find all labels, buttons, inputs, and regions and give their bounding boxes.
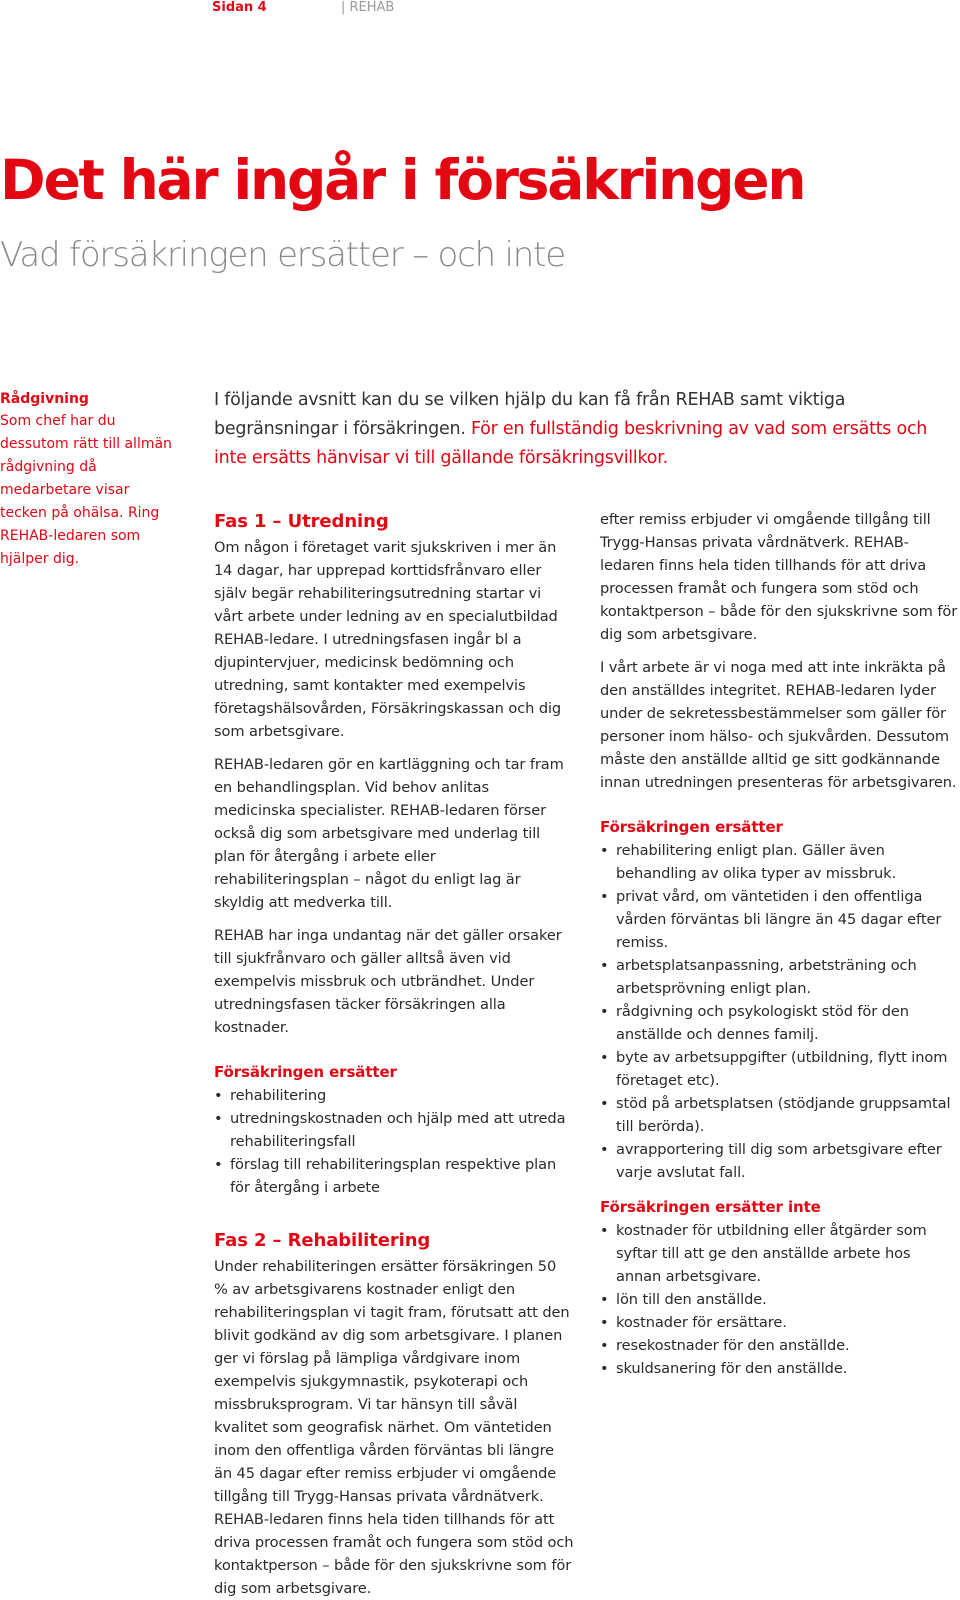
fas1-paragraph: Om någon i företaget varit sjukskriven i mer än 14 dagar, har upprepad korttidsfrånvaro eller själv begär rehabiliteringsutredning startar vi vårt arbete under ledning av en specialutbildad REHAB-ledare. I utredningsfasen ingår bl a djupintervjuer, medicinsk bedömning och utredning, samt kontakter med exempelvis företagshälsovården, Försäkringskassan och dig som arbetsgivare. — [214, 539, 562, 740]
list-item: • förslag till rehabiliteringsplan respektive plan för återgång i arbete — [214, 1153, 574, 1199]
list-item: • avrapportering till dig som arbetsgivare efter varje avslutat fall. — [600, 1138, 960, 1184]
list-item: • skuldsanering för den anställde. — [600, 1357, 960, 1380]
list-item: • stöd på arbetsplatsen (stödjande gruppsamtal till berörda). — [600, 1092, 960, 1138]
fas2-covered-heading: Försäkringen ersätter — [600, 818, 783, 836]
fas2-heading: Fas 2 – Rehabilitering — [214, 1230, 431, 1251]
list-item: • rehabilitering enligt plan. Gäller även behandling av olika typer av missbruk. — [600, 839, 960, 885]
fas2-paragraph-continued: efter remiss erbjuder vi omgående tillgång till Trygg-Hansas privata vårdnätverk. REHAB-ledaren finns hela tiden tillhands för att driva processen framåt och fungera som stöd och kontaktperson – både för den sjukskrivne som för dig som arbetsgivare. — [600, 511, 958, 643]
fas2-covered-list — [600, 839, 960, 1184]
intro-text — [214, 386, 954, 473]
fas1-heading: Fas 1 – Utredning — [214, 511, 389, 532]
section-label: | REHAB — [341, 0, 395, 15]
list-item: • rådgivning och psykologiskt stöd för den anställde och dennes familj. — [600, 1000, 960, 1046]
sidebar-heading: Rådgivning — [0, 391, 89, 407]
list-item: • byte av arbetsuppgifter (utbildning, flytt inom företaget etc). — [600, 1046, 960, 1092]
page-number-label: Sidan 4 — [212, 0, 267, 15]
intro-text-part2: För en fullständig beskrivning av vad som ersätts och inte ersätts hänvisar vi till gällande försäkringsvillkor. — [214, 419, 928, 468]
fas1-covered-heading: Försäkringen ersätter — [214, 1063, 397, 1081]
fas2-paragraph: I vårt arbete är vi noga med att inte inkräkta på den anställdes integritet. REHAB-ledaren lyder under de sekretessbestämmelser som gäller för personer inom hälso- och sjukvården. Dessutom måste den anställde alltid ge sitt godkännande innan utredningen presenteras för arbetsgivaren. — [600, 659, 957, 791]
list-item: • arbetsplatsanpassning, arbetsträning och arbetsprövning enligt plan. — [600, 954, 960, 1000]
column-right — [600, 508, 960, 1390]
list-item: • rehabilitering — [214, 1084, 574, 1107]
page-subtitle: Vad försäkringen ersätter – och inte — [0, 235, 565, 275]
fas2-not-covered-heading: Försäkringen ersätter inte — [600, 1198, 821, 1216]
intro-text-part1: I följande avsnitt kan du se vilken hjälp du kan få från REHAB samt viktiga begränsningar i försäkringen. — [214, 390, 846, 439]
sidebar-text: Som chef har du dessutom rätt till allmän rådgivning då medarbetare visar tecken på ohälsa. Ring REHAB-ledaren som hjälper dig. — [0, 413, 172, 567]
list-item: • kostnader för ersättare. — [600, 1311, 960, 1334]
fas1-paragraph: REHAB-ledaren gör en kartläggning och tar fram en behandlingsplan. Vid behov anlitas medicinska specialister. REHAB-ledaren förser också dig som arbetsgivare med underlag till plan för återgång i arbete eller rehabiliteringsplan – något du enligt lag är skyldig att medverka till. — [214, 756, 564, 911]
fas1-covered-list — [214, 1084, 574, 1199]
fas2-not-covered-list — [600, 1219, 960, 1380]
list-item: • privat vård, om väntetiden i den offentliga vården förväntas bli längre än 45 dagar efter remiss. — [600, 885, 960, 954]
list-item: • lön till den anställde. — [600, 1288, 960, 1311]
list-item: • kostnader för utbildning eller åtgärder som syftar till att ge den anställde arbete hos annan arbetsgivare. — [600, 1219, 960, 1288]
list-item: • utredningskostnaden och hjälp med att utreda rehabiliteringsfall — [214, 1107, 574, 1153]
fas1-paragraph: REHAB har inga undantag när det gäller orsaker till sjukfrånvaro och gäller alltså även vid exempelvis missbruk och utbrändhet. Under utredningsfasen täcker försäkringen alla kostnader. — [214, 927, 562, 1036]
list-item: • resekostnader för den anställde. — [600, 1334, 960, 1357]
page-title: Det här ingår i försäkringen — [0, 148, 805, 212]
fas2-paragraph: Under rehabiliteringen ersätter försäkringen 50 % av arbetsgivarens kostnader enligt den rehabiliteringsplan vi tagit fram, förutsatt att den blivit godkänd av dig som arbetsgivare. I planen ger vi förslag på lämpliga vårdgivare inom exempelvis sjukgymnastik, psykoterapi och missbruksprogram. Vi tar hänsyn till såväl kvalitet som geografisk närhet. Om väntetiden inom den offentliga vården förväntas bli längre än 45 dagar efter remiss erbjuder vi omgående tillgång till Trygg-Hansas privata vårdnätverk. REHAB-ledaren finns hela tiden tillhands för att driva processen framåt och fungera som stöd och kontaktperson – både för den sjukskrivne som för dig som arbetsgivare. — [214, 1258, 574, 1597]
column-left — [214, 508, 574, 1597]
